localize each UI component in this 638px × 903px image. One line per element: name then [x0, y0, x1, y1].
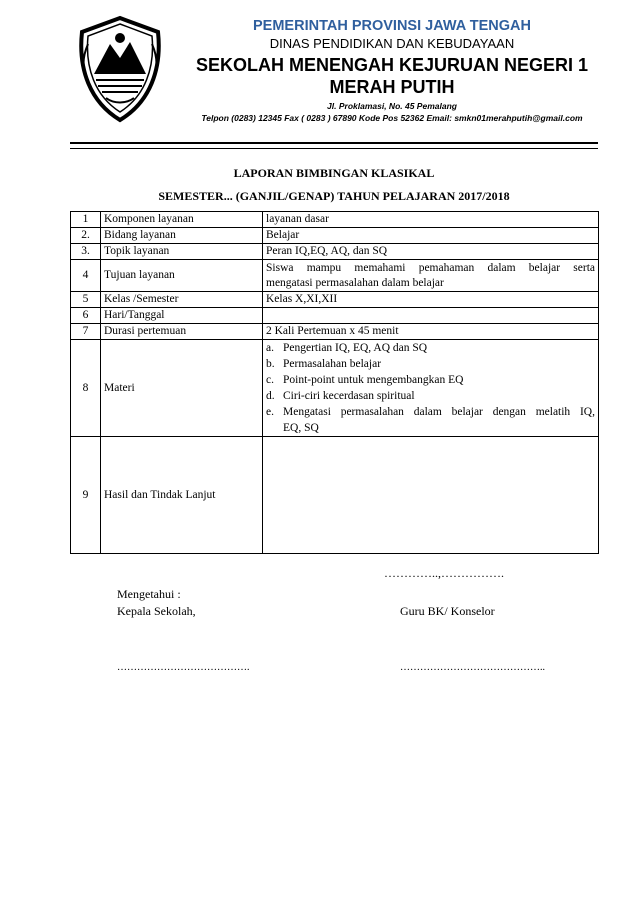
row-number: 1	[71, 212, 101, 228]
table-row	[71, 308, 599, 324]
row-value: layanan dasar	[263, 212, 599, 228]
list-item	[266, 356, 595, 372]
list-item	[266, 404, 595, 436]
list-marker: a.	[266, 342, 274, 354]
row-value	[263, 260, 599, 292]
report-title: LAPORAN BIMBINGAN KLASIKAL	[233, 166, 435, 180]
counselor-signature-line: ……………………………………..	[400, 662, 545, 673]
row-number: 2.	[71, 228, 101, 244]
row-value-line: Siswa mampu memahami pemahaman dalam belajar serta	[266, 261, 595, 274]
row-value-line: mengatasi permasalahan dalam belajar	[266, 276, 444, 289]
table-row	[71, 244, 599, 260]
row-number: 8	[71, 340, 101, 437]
table-row	[71, 228, 599, 244]
letterhead	[176, 18, 608, 124]
row-value: 2 Kali Pertemuan x 45 menit	[263, 324, 599, 340]
list-text-line: EQ, SQ	[283, 422, 319, 434]
row-label: Hari/Tanggal	[101, 308, 263, 324]
place-date: …………..,…………….	[384, 566, 504, 580]
row-label: Hasil dan Tindak Lanjut	[101, 437, 263, 554]
principal-signature-line: ………………………………….	[117, 662, 250, 673]
row-value	[263, 340, 599, 437]
table-row	[71, 437, 599, 554]
list-item	[266, 340, 595, 356]
school-address: Jl. Proklamasi, No. 45 Pemalang	[327, 101, 457, 111]
report-table	[70, 211, 599, 554]
row-value	[263, 308, 599, 324]
header-divider-thick	[70, 142, 598, 144]
table-row	[71, 260, 599, 292]
list-item	[266, 388, 595, 404]
table-row	[71, 292, 599, 308]
row-label: Tujuan layanan	[101, 260, 263, 292]
row-value: Belajar	[263, 228, 599, 244]
provincial-emblem-icon	[70, 14, 170, 124]
list-marker: c.	[266, 374, 274, 386]
department-name: DINAS PENDIDIKAN DAN KEBUDAYAAN	[269, 36, 515, 51]
row-number: 4	[71, 260, 101, 292]
row-label: Bidang layanan	[101, 228, 263, 244]
row-value: Kelas X,XI,XII	[263, 292, 599, 308]
list-text: Permasalahan belajar	[283, 358, 382, 370]
school-contact: Telpon (0283) 12345 Fax ( 0283 ) 67890 Kode Pos 52362 Email: smkn01merahputih@gmail.com	[201, 113, 583, 123]
known-by-label: Mengetahui :	[117, 587, 181, 601]
list-item	[266, 372, 595, 388]
list-text	[283, 404, 595, 436]
table-row	[71, 340, 599, 437]
list-text: Point-point untuk mengembangkan EQ	[283, 374, 464, 386]
principal-title: Kepala Sekolah,	[117, 604, 196, 618]
school-name: SEKOLAH MENENGAH KEJURUAN NEGERI 1 MERAH PUTIH	[195, 55, 589, 97]
row-label: Kelas /Semester	[101, 292, 263, 308]
report-semester: SEMESTER... (GANJIL/GENAP) TAHUN PELAJARAN 2017/2018	[158, 189, 510, 203]
list-marker: e.	[266, 406, 274, 418]
row-label: Topik layanan	[101, 244, 263, 260]
list-text: Ciri-ciri kecerdasan spiritual	[283, 390, 415, 402]
counselor-title: Guru BK/ Konselor	[400, 604, 495, 618]
row-number: 7	[71, 324, 101, 340]
row-label: Komponen layanan	[101, 212, 263, 228]
row-value: Peran IQ,EQ, AQ, dan SQ	[263, 244, 599, 260]
list-text-line: Mengatasi permasalahan dalam belajar dengan melatih IQ,	[283, 406, 595, 418]
row-number: 5	[71, 292, 101, 308]
list-text: Pengertian IQ, EQ, AQ dan SQ	[283, 342, 428, 354]
table-row	[71, 212, 599, 228]
government-name: PEMERINTAH PROVINSI JAWA TENGAH	[253, 18, 531, 34]
row-number: 9	[71, 437, 101, 554]
header-divider-thin	[70, 148, 598, 149]
table-row	[71, 324, 599, 340]
list-marker: d.	[266, 390, 275, 402]
materi-list	[266, 340, 595, 436]
row-number: 6	[71, 308, 101, 324]
row-value	[263, 437, 599, 554]
list-marker: b.	[266, 358, 275, 370]
row-label: Materi	[101, 340, 263, 437]
row-number: 3.	[71, 244, 101, 260]
row-label: Durasi pertemuan	[101, 324, 263, 340]
